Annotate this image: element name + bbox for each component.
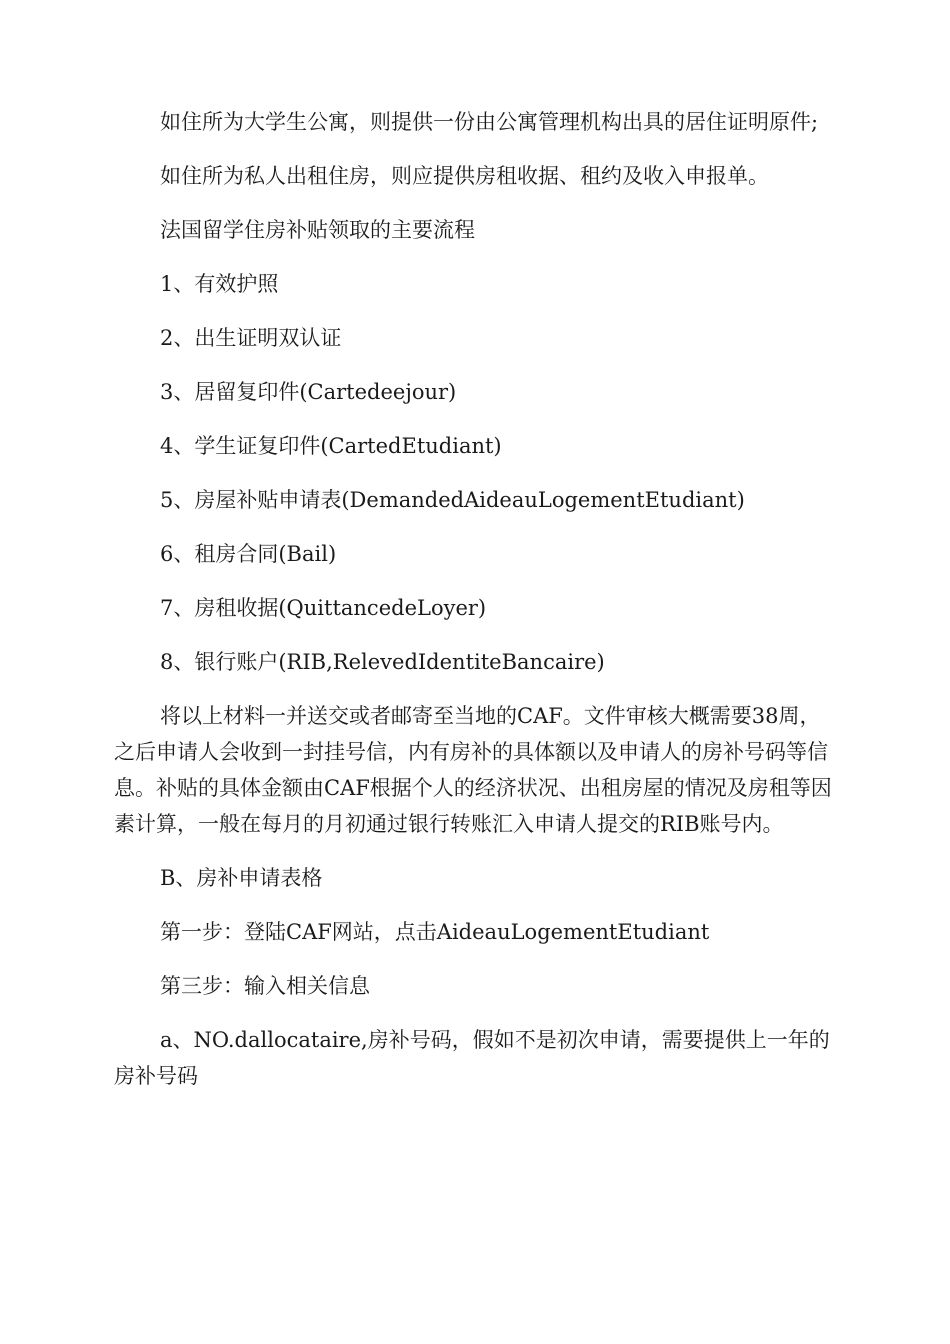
paragraph-private-rental-documents: 如住所为私人出租住房，则应提供房租收据、租约及收入申报单。 xyxy=(160,164,769,188)
list-item-residence-permit-copy: 3、居留复印件(Cartedeejour) xyxy=(160,380,457,404)
list-item-birth-certificate: 2、出生证明双认证 xyxy=(160,326,342,350)
section-heading-subsidy-process: 法国留学住房补贴领取的主要流程 xyxy=(160,218,475,242)
document-page xyxy=(114,104,838,1094)
list-item-rent-receipt: 7、房租收据(QuittancedeLoyer) xyxy=(160,596,487,620)
list-item-student-card-copy: 4、学生证复印件(CartedEtudiant) xyxy=(160,434,502,458)
list-item-passport: 1、有效护照 xyxy=(160,272,279,296)
item-allocataire-number: a、NO.dallocataire,房补号码，假如不是初次申请，需要提供上一年的房补号码 xyxy=(114,1028,830,1088)
list-item-subsidy-application-form: 5、房屋补贴申请表(DemandedAideauLogementEtudiant) xyxy=(160,488,745,512)
list-item-bank-account: 8、银行账户(RIB,RelevedIdentiteBancaire) xyxy=(160,650,605,674)
paragraph-student-housing-certificate: 如住所为大学生公寓，则提供一份由公寓管理机构出具的居住证明原件; xyxy=(160,110,819,134)
paragraph-caf-submission: 将以上材料一并送交或者邮寄至当地的CAF。文件审核大概需要38周，之后申请人会收到一封挂号信，内有房补的具体额以及申请人的房补号码等信息。补贴的具体金额由CAF根据个人的经济状况、出租房屋的情况及房租等因素计算，一般在每月的月初通过银行转账汇入申请人提交的RIB账号内。 xyxy=(114,704,832,836)
list-item-lease-contract: 6、租房合同(Bail) xyxy=(160,542,337,566)
section-heading-application-form: B、房补申请表格 xyxy=(160,866,323,890)
step-one-login-caf: 第一步：登陆CAF网站，点击AideauLogementEtudiant xyxy=(160,920,710,944)
step-three-enter-info: 第三步：输入相关信息 xyxy=(160,974,370,998)
